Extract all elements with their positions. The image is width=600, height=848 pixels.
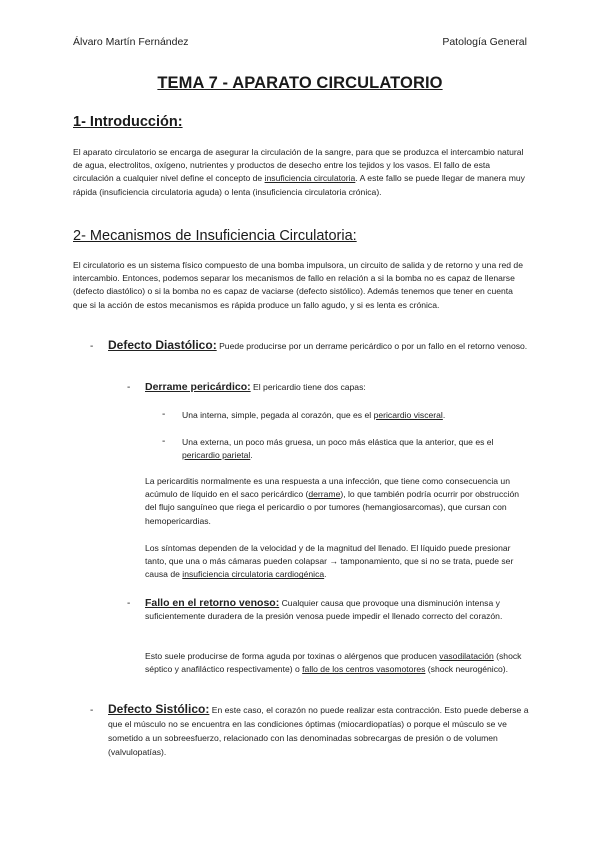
derrame-item: Derrame pericárdico: El pericardio tiene dos capas: bbox=[145, 381, 366, 393]
sintomas-paragraph: Los síntomas dependen de la velocidad y de la magnitud del llenado. El líquido puede presionar tanto, que una o más cámaras pueden colapsar → tamponamiento, que si no se trata, puede ser causa de insuficiencia circulatoria cardiogénica. bbox=[145, 543, 514, 580]
page-title: TEMA 7 - APARATO CIRCULATORIO bbox=[157, 74, 443, 92]
term-vasodilatacion: vasodilatación bbox=[439, 651, 494, 661]
term-insuficiencia-circulatoria: insuficiencia circulatoria bbox=[264, 173, 356, 184]
section-1-paragraph: El aparato circulatorio se encarga de asegurar la circulación de la sangre, para que se produzca el intercambio natural de agua, electrolitos, oxígeno, nutrientes y productos de desecho entre los tejidos y los vasos. El fallo de esta circulación a cualquier nivel define el concepto de insuficiencia circulatoria. A este fallo se puede llegar de manera muy rápida (insuficiencia circulatoria aguda) o lenta (insuficiencia circulatoria crónica). bbox=[73, 147, 525, 197]
pericarditis-paragraph: La pericarditis normalmente es una respuesta a una infección, que tiene como consecuencia un acúmulo de líquido en el saco pericárdico (derrame), lo que también podría ocurrir por obstrucción del flujo sanguíneo que riega el pericardio o por tumores (hemangiosarcomas), que cursan con hemopericardias. bbox=[145, 476, 520, 526]
pericardio-parietal-item: Una externa, un poco más gruesa, un poco más elástica que la anterior, que es el pericardio parietal. bbox=[182, 437, 494, 461]
term-derrame: derrame bbox=[308, 489, 341, 500]
section-2-paragraph: El circulatorio es un sistema físico compuesto de una bomba impulsora, un circuito de salida y de retorno y una red de intercambio. Entonces, podemos separar los mecanismos de fallo en relación a si la bomba no es capaz de llenarse (defecto diastólico) o si la bomba no es capaz de vaciarse (defecto sistólico). Además tenemos que tener en cuenta que si la acción de estos mecanismos es rápida produce un fallo agudo, y si es lenta es crónica. bbox=[73, 260, 523, 310]
retorno-paragraph: Esto suele producirse de forma aguda por toxinas o alérgenos que producen vasodilatación (shock séptico y anafiláctico respectivamente) o fallo de los centros vasomotores (shock neurogénico). bbox=[145, 651, 522, 675]
term-insuficiencia-cardiogenica: insuficiencia circulatoria cardiogénica bbox=[182, 569, 325, 580]
retorno-lead: Fallo en el retorno venoso: bbox=[145, 597, 280, 609]
bullet-dash: - bbox=[90, 341, 94, 352]
bullet-dash: - bbox=[162, 409, 166, 420]
diastolic-lead: Defecto Diastólico: bbox=[108, 338, 217, 352]
header-author: Álvaro Martín Fernández bbox=[73, 36, 189, 48]
bullet-dash: - bbox=[127, 382, 131, 393]
systolic-item: Defecto Sistólico: En este caso, el corazón no puede realizar esta contracción. Esto puede deberse a que el músculo no se encuentra en las condiciones óptimas (miocardiopatías) o porque el músculo se ve sometido a un sobreesfuerzo, relacionado con las denominadas sobrecargas de presión o de volumen (valvulopatías). bbox=[108, 702, 529, 757]
retorno-item: Fallo en el retorno venoso: Cualquier causa que provoque una disminución intensa y suficientemente duradera de la presión venosa puede impedir el llenado correcto del corazón. bbox=[145, 597, 503, 622]
bullet-dash: - bbox=[90, 705, 94, 716]
term-pericardio-parietal: pericardio parietal bbox=[182, 450, 251, 461]
header-subject: Patología General bbox=[442, 36, 527, 48]
systolic-lead: Defecto Sistólico: bbox=[108, 702, 210, 716]
diastolic-item: Defecto Diastólico: Puede producirse por un derrame pericárdico o por un fallo en el retorno venoso. bbox=[108, 338, 528, 352]
section-1-heading: 1- Introducción: bbox=[73, 114, 183, 130]
term-pericardio-visceral: pericardio visceral bbox=[373, 410, 443, 420]
pericardio-visceral-item: Una interna, simple, pegada al corazón, que es el pericardio visceral. bbox=[182, 410, 446, 420]
bullet-dash: - bbox=[127, 598, 131, 609]
bullet-dash: - bbox=[162, 436, 166, 447]
term-fallo-centros-vasomotores: fallo de los centros vasomotores bbox=[302, 664, 426, 675]
section-2-heading: 2- Mecanismos de Insuficiencia Circulatoria: bbox=[73, 228, 357, 244]
derrame-lead: Derrame pericárdico: bbox=[145, 381, 251, 393]
